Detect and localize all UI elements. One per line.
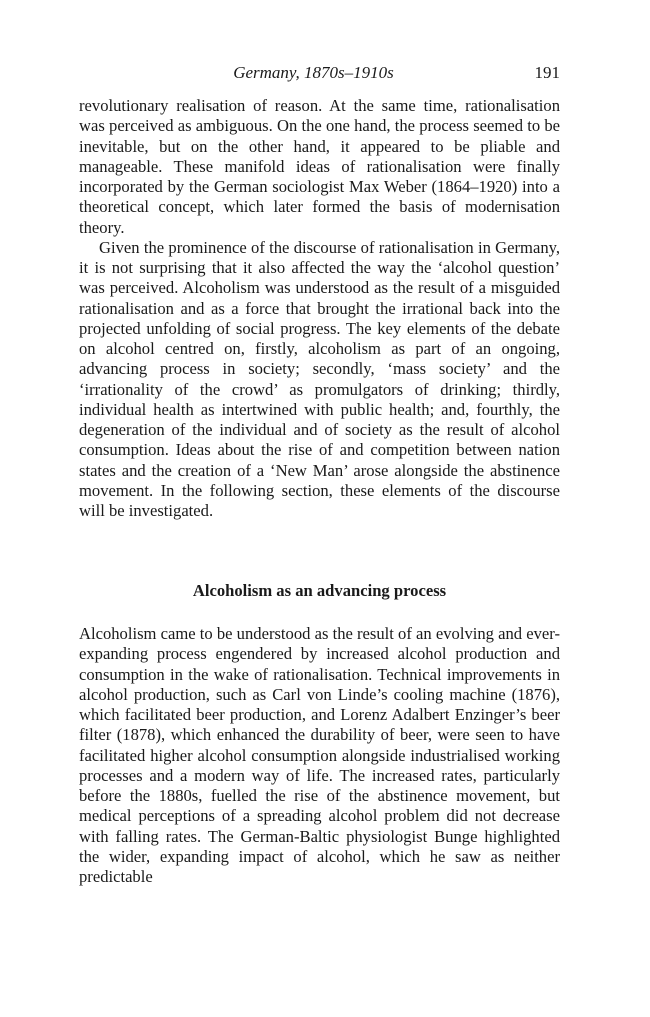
running-head-title: Germany, 1870s–1910s [233,63,394,82]
running-head [79,62,560,84]
paragraph-continued: revolutionary realisation of reason. At the same time, rationalisation was perceived as ambiguous. On the one hand, the process seemed to be inevitable, but on the other hand, it appeared to be pliable and manageable. These manifold ideas of rationalisation were finally incorporated by the German sociologist Max Weber (1864–1920) into a theoretical concept, which later formed the basis of modernisation theory. [79,96,560,237]
section-paragraph: Alcoholism came to be understood as the result of an evolving and ever-expanding process engendered by increased alcohol production and consumption in the wake of rationalisation. Technical improvements in alcohol production, such as Carl von Linde’s cooling machine (1876), which facilitated beer production, and Lorenz Adalbert Enzinger’s beer filter (1878), which enhanced the durability of beer, were seen to have facilitated higher alcohol consumption alongside industrialised working processes and a modern way of life. The increased rates, particularly before the 1880s, fuelled the rise of the abstinence movement, but medical perceptions of a spreading alcohol problem did not decrease with falling rates. The German-Baltic physiologist Bunge highlighted the wider, expanding impact of alcohol, which he saw as neither predictable [79,624,560,886]
section-heading: Alcoholism as an advancing process [192,581,447,600]
page-number: 191 [534,63,560,82]
body-text-top [79,96,560,521]
paragraph-alcohol-question: Given the prominence of the discourse of rationalisation in Germany, it is not surprising that it also affected the way the ‘alcohol question’ was perceived. Alcoholism was understood as the result of a misguided rationalisation and as a force that brought the irrational back into the projected unfolding of social progress. The key elements of the debate on alcohol centred on, firstly, alcoholism as part of an ongoing, advancing process in society; secondly, ‘mass society’ and the ‘irrationality of the crowd’ as promulgators of drinking; thirdly, individual health as intertwined with public health; and, fourthly, the degeneration of the individual and of society as the result of alcohol consumption. Ideas about the rise of and competition between nation states and the creation of a ‘New Man’ arose alongside the abstinence movement. In the following section, these elements of the discourse will be investigated. [79,237,560,520]
body-text-section [79,624,560,887]
